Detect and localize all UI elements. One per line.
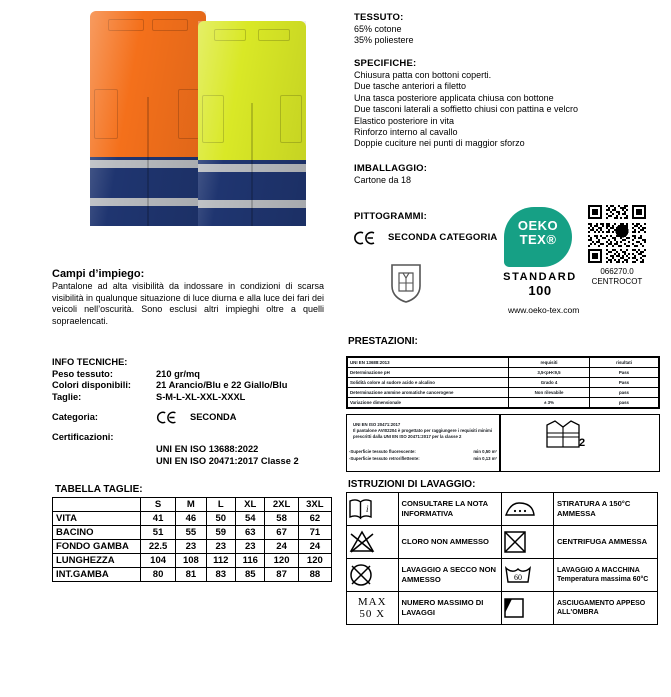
packaging-section <box>354 163 427 186</box>
cell: 120 <box>265 554 298 568</box>
tech-info-section <box>52 357 332 467</box>
perf-requirement: ± 3% <box>509 398 590 408</box>
washing-text: CLORO NON AMMESSO <box>398 526 501 559</box>
tech-info-label: Colori disponibili: <box>52 380 132 391</box>
tumble-dry-not-icon <box>501 526 553 559</box>
washing-instructions-table <box>346 492 658 625</box>
perf-result: Pass <box>590 378 659 388</box>
tech-info-row <box>52 380 332 392</box>
row-label: LUNGHEZZA <box>53 554 141 568</box>
category-label: Categoria: <box>52 412 98 423</box>
hv-surface-value: min 0,13 m² <box>473 455 497 461</box>
oeko-tex-block <box>500 205 660 330</box>
hv-vest-icon <box>543 419 586 449</box>
washing-title: ISTRUZIONI DI LAVAGGIO: <box>348 479 476 490</box>
svg-text:i: i <box>366 504 369 514</box>
product-image-orange <box>90 11 206 226</box>
hv-surface-label: -Superficie tessuto retroriflettente: <box>349 455 420 461</box>
no-bleach-icon <box>347 526 399 559</box>
usage-text: Pantalone ad alta visibilità da indossare in condizioni di scarsa visibilità in qualunque situazione di luce diurna e alla luce dei fari dei veicoli nell’oscurità. Sono esclusi altri impieghi oltre a quelli sopraelencati. <box>52 281 324 326</box>
specs-title: SPECIFICHE: <box>354 58 417 69</box>
perf-requirement: 3,5<pH<9,5 <box>509 368 590 378</box>
cell: 50 <box>206 512 235 526</box>
pictograms-title: PITTOGRAMMI: <box>354 211 427 222</box>
fabric-section <box>354 12 414 47</box>
table-header-row <box>53 498 332 512</box>
row-label: FONDO GAMBA <box>53 540 141 554</box>
table-row <box>348 398 659 408</box>
tech-info-value: S-M-L-XL-XXL-XXXL <box>156 391 246 402</box>
hv-surface-label: -Superficie tessuto fluorescente: <box>349 449 416 454</box>
perf-header-result: risultati <box>590 358 659 368</box>
tech-info-value: 210 gr/mq <box>156 368 200 379</box>
oeko-line-1: OEKO <box>517 218 559 233</box>
specs-line-1: Chiusura patta con bottoni coperti. <box>354 70 492 80</box>
size-header-s: S <box>141 498 176 512</box>
cell: 85 <box>236 568 265 582</box>
perf-result: Pass <box>590 368 659 378</box>
category-row <box>52 411 332 424</box>
oeko-tex-logo <box>504 207 572 267</box>
category-value: SECONDA <box>190 412 237 423</box>
table-row <box>347 526 658 559</box>
tech-info-title: INFO TECNICHE: <box>52 357 128 367</box>
cell: 104 <box>141 554 176 568</box>
svg-text:60: 60 <box>513 573 522 582</box>
washing-text: ASCIUGAMENTO APPESO ALL'OMBRA <box>553 592 657 625</box>
table-row <box>348 388 659 398</box>
hv-box-text <box>353 422 493 440</box>
iron-icon <box>501 493 553 526</box>
cell: 41 <box>141 512 176 526</box>
cell: 67 <box>265 526 298 540</box>
cell: 23 <box>236 540 265 554</box>
pictograms-section <box>354 211 498 245</box>
hv-class-number: 2 <box>579 437 586 449</box>
cell: 112 <box>206 554 235 568</box>
qr-code-icon <box>588 205 646 263</box>
size-header-xl: XL <box>236 498 265 512</box>
washing-text: CONSULTARE LA NOTA INFORMATIVA <box>398 493 501 526</box>
size-table-title: TABELLA TAGLIE: <box>55 484 143 495</box>
ce-mark-icon <box>354 231 378 245</box>
oeko-line-2: TEX® <box>519 231 557 247</box>
oeko-institute: CENTROCOT <box>591 277 643 286</box>
performance-title: PRESTAZIONI: <box>348 336 418 347</box>
wash-60-icon <box>501 559 553 592</box>
perf-requirement: Non rilevabile <box>509 388 590 398</box>
washing-text: LAVAGGIO A MACCHINA Temperatura massima 60°C <box>553 559 657 592</box>
max-wash-line-1: MAX <box>357 596 387 608</box>
specs-line-6: Rinforzo interno al cavallo <box>354 127 458 138</box>
washing-text: STIRATURA A 150°C AMMESSA <box>553 493 657 526</box>
tech-info-row <box>52 369 332 381</box>
certification-item: UNI EN ISO 13688:2022 <box>156 443 259 454</box>
packaging-line-1: Cartone da 18 <box>354 175 412 185</box>
table-row <box>347 592 658 625</box>
perf-header-standard: UNI EN 13688:2013 <box>348 358 509 368</box>
perf-test: Determinazione ammine aromatiche cancerogene <box>348 388 509 398</box>
table-row <box>53 540 332 554</box>
oeko-url: www.oeko-tex.com <box>508 305 580 315</box>
table-row <box>53 526 332 540</box>
hv-surface-value: min 0,50 m² <box>473 449 497 454</box>
perf-result: pass <box>590 388 659 398</box>
cell: 24 <box>298 540 331 554</box>
perf-test: Determinazione pH <box>348 368 509 378</box>
fabric-line-2: 35% poliestere <box>354 35 414 46</box>
row-label: VITA <box>53 512 141 526</box>
hv-surface-row <box>349 456 497 463</box>
perf-result: pass <box>590 398 659 408</box>
oeko-cert-caption <box>578 267 656 287</box>
table-row <box>347 559 658 592</box>
washing-text: LAVAGGIO A SECCO NON AMMESSO <box>398 559 501 592</box>
fabric-title: TESSUTO: <box>354 12 404 23</box>
cell: 62 <box>298 512 331 526</box>
specs-line-7: Doppie cuciture nei punti di maggior sforzo <box>354 138 525 149</box>
perf-header-requirement: requisiti <box>509 358 590 368</box>
perf-requirement: Grado 4 <box>509 378 590 388</box>
size-header-3xl: 3XL <box>298 498 331 512</box>
cell: 54 <box>236 512 265 526</box>
oeko-standard <box>500 271 580 298</box>
cell: 59 <box>206 526 235 540</box>
hv-surface-areas <box>349 449 497 462</box>
washing-text: CENTRIFUGA AMMESSA <box>553 526 657 559</box>
max-wash-line-2: 50 X <box>359 608 386 620</box>
row-label: INT.GAMBA <box>53 568 141 582</box>
table-row <box>348 378 659 388</box>
table-row <box>53 554 332 568</box>
ce-mark-icon <box>156 411 180 424</box>
cell: 22.5 <box>141 540 176 554</box>
size-header-m: M <box>176 498 206 512</box>
table-row <box>347 493 658 526</box>
cell: 63 <box>236 526 265 540</box>
cell: 81 <box>176 568 206 582</box>
certification-item: UNI EN ISO 20471:2017 Classe 2 <box>156 455 299 466</box>
table-header-row <box>348 358 659 368</box>
cell: 120 <box>298 554 331 568</box>
tech-info-row <box>52 392 332 404</box>
line-dry-shade-icon <box>501 592 553 625</box>
washing-text: NUMERO MASSIMO DI LAVAGGI <box>398 592 501 625</box>
certifications-label: Certificazioni: <box>52 432 114 443</box>
hv-class-box <box>346 414 660 472</box>
tech-info-label: Taglie: <box>52 391 82 402</box>
cell: 24 <box>265 540 298 554</box>
cell: 116 <box>236 554 265 568</box>
cell: 88 <box>298 568 331 582</box>
hv-description: Il pantalone AVI02204 è progettato per raggiungere i requisiti minimi prescritti dalla UNI EN ISO 20471:2017 per la classe 2 <box>353 428 492 439</box>
max-50-washes-icon <box>347 592 399 625</box>
oeko-standard-number: 100 <box>528 283 552 298</box>
specs-line-5: Elastico posteriore in vita <box>354 115 455 126</box>
protective-clothing-icon <box>389 262 423 304</box>
perf-test: Variazione dimensionale <box>348 398 509 408</box>
cell: 58 <box>265 512 298 526</box>
specs-line-2: Due tasche anteriori a filetto <box>354 81 467 92</box>
table-row <box>53 568 332 582</box>
specs-line-4: Due tasconi laterali a soffietto chiusi con pattina e velcro <box>354 104 578 115</box>
usage-title: Campi d’impiego: <box>52 268 145 280</box>
product-photos <box>70 4 335 226</box>
tech-info-value: 21 Arancio/Blu e 22 Giallo/Blu <box>156 380 288 391</box>
cell: 108 <box>176 554 206 568</box>
cell: 46 <box>176 512 206 526</box>
tech-info-label: Peso tessuto: <box>52 368 113 379</box>
ce-category-label: SECONDA CATEGORIA <box>388 232 498 243</box>
performance-table <box>347 357 659 408</box>
row-label: BACINO <box>53 526 141 540</box>
usage-section <box>52 268 324 327</box>
cell: 51 <box>141 526 176 540</box>
cell: 55 <box>176 526 206 540</box>
hv-standard: UNI EN ISO 20471:2017 <box>353 422 401 427</box>
table-row <box>348 368 659 378</box>
size-header-l: L <box>206 498 235 512</box>
cell: 80 <box>141 568 176 582</box>
size-header-blank <box>53 498 141 512</box>
cell: 87 <box>265 568 298 582</box>
specs-line-3: Una tasca posteriore applicata chiusa con bottone <box>354 92 554 103</box>
size-table <box>52 497 332 582</box>
specs-section <box>354 58 578 150</box>
cell: 71 <box>298 526 331 540</box>
no-dryclean-icon <box>347 559 399 592</box>
product-image-yellow <box>198 21 306 226</box>
booklet-icon <box>347 493 399 526</box>
oeko-standard-label: STANDARD <box>503 271 577 283</box>
perf-test: Solidità colore al sudore acido e alcalino <box>348 378 509 388</box>
performance-table-wrapper <box>346 356 660 409</box>
packaging-title: IMBALLAGGIO: <box>354 163 428 174</box>
cell: 23 <box>206 540 235 554</box>
oeko-cert-number: 066270.0 <box>600 267 634 276</box>
cell: 23 <box>176 540 206 554</box>
fabric-line-1: 65% cotone <box>354 24 402 34</box>
table-row <box>53 512 332 526</box>
size-header-2xl: 2XL <box>265 498 298 512</box>
cell: 83 <box>206 568 235 582</box>
